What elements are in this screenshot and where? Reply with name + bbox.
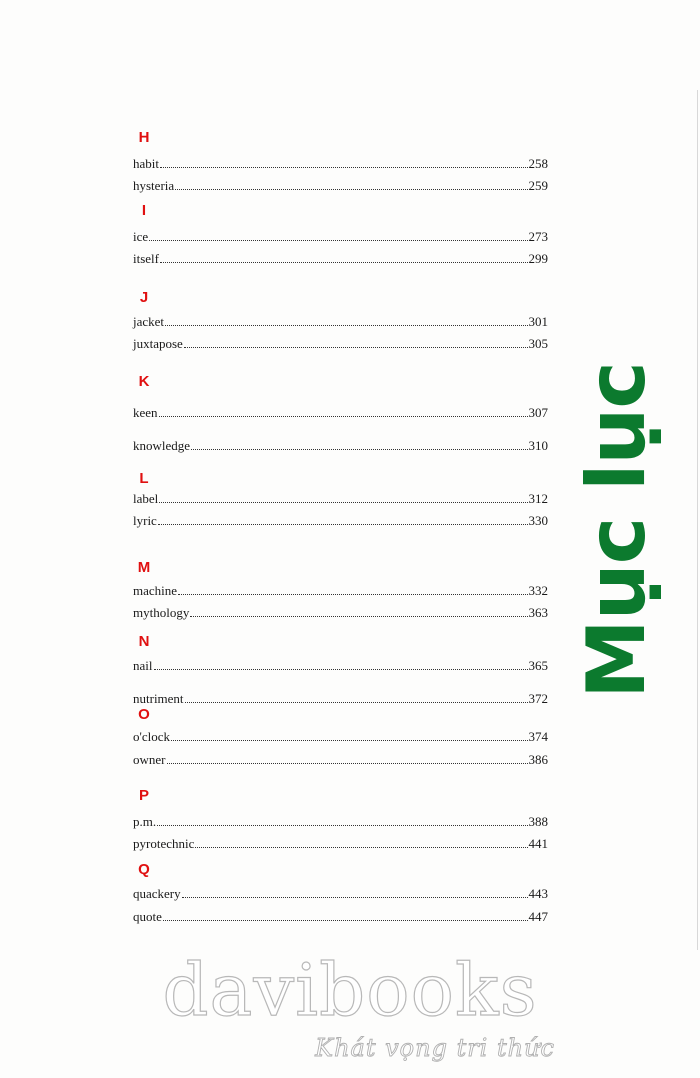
toc-entry[interactable] [133,729,548,747]
leader-dots [157,815,527,826]
entry-page: 372 [528,691,548,706]
leader-dots [165,315,527,326]
entry-page: 299 [528,251,548,266]
section-letter-h: H [133,126,155,148]
section-letter-n: N [133,630,155,652]
entry-term: quote [133,909,162,924]
entry-page: 273 [528,229,548,244]
leader-dots [159,406,528,417]
leader-dots [159,492,527,503]
section-title-text: Mục lục [569,361,663,699]
leader-dots [195,837,527,848]
leader-dots [191,439,527,450]
entry-term: o'clock [133,729,170,744]
leader-dots [190,606,527,617]
toc-entry[interactable] [133,814,548,832]
section-letter-k: K [133,370,155,392]
toc-entry[interactable] [133,583,548,601]
toc-entry[interactable] [133,251,548,269]
toc-entry[interactable] [133,658,548,676]
leader-dots [163,910,528,921]
toc-entry[interactable] [133,438,548,456]
entry-term: hysteria [133,178,175,193]
toc-entry[interactable] [133,491,548,509]
entry-term: label [133,491,159,506]
leader-dots [149,230,527,241]
toc-entry[interactable] [133,752,548,770]
entry-page: 312 [528,491,548,506]
entry-page: 330 [528,513,548,528]
toc-entry[interactable] [133,405,548,423]
section-letter-m: M [133,556,155,578]
leader-dots [182,887,528,898]
leader-dots [167,753,528,764]
entry-term: mythology [133,605,190,620]
entry-page: 388 [528,814,548,829]
entry-term: itself [133,251,159,266]
entry-term: owner [133,752,166,767]
leader-dots [160,157,528,168]
section-letter-o: O [133,703,155,725]
publisher-tagline: Khát vọng tri thức [315,1034,555,1062]
leader-dots [178,584,527,595]
section-letter-p: P [133,784,155,806]
toc-entry[interactable] [133,229,548,247]
section-letter-q: Q [133,858,155,880]
entry-term: lyric [133,513,157,528]
toc-entry[interactable] [133,178,548,196]
entry-page: 258 [528,156,548,171]
toc-entry[interactable] [133,909,548,927]
toc-entry[interactable] [133,513,548,531]
leader-dots [154,659,528,670]
leader-dots [185,692,528,703]
toc-entry[interactable] [133,886,548,904]
section-letter-i: I [133,199,155,221]
section-title [556,340,676,720]
entry-page: 259 [528,178,548,193]
entry-term: habit [133,156,159,171]
entry-term: p.m. [133,814,157,829]
toc-entry[interactable] [133,605,548,623]
toc-entry[interactable] [133,836,548,854]
page-edge [697,90,698,950]
entry-page: 332 [528,583,548,598]
entry-term: keen [133,405,158,420]
leader-dots [184,337,528,348]
entry-term: nutriment [133,691,184,706]
entry-page: 447 [528,909,548,924]
entry-page: 307 [528,405,548,420]
entry-page: 301 [528,314,548,329]
section-letter-j: J [133,286,155,308]
toc-entry[interactable] [133,156,548,174]
entry-page: 443 [528,886,548,901]
entry-term: juxtapose [133,336,183,351]
entry-page: 363 [528,605,548,620]
publisher-logo: davibooks [162,948,538,1032]
entry-page: 305 [528,336,548,351]
section-letter-l: L [133,467,155,489]
toc-entry[interactable] [133,336,548,354]
entry-term: quackery [133,886,181,901]
entry-page: 441 [528,836,548,851]
leader-dots [171,730,528,741]
entry-term: knowledge [133,438,191,453]
entry-page: 386 [528,752,548,767]
leader-dots [160,252,528,263]
entry-term: ice [133,229,149,244]
entry-term: pyrotechnic [133,836,195,851]
entry-page: 374 [528,729,548,744]
leader-dots [158,514,528,525]
toc-entry[interactable] [133,691,548,709]
entry-term: nail [133,658,153,673]
entry-page: 310 [528,438,548,453]
entry-page: 365 [528,658,548,673]
entry-term: machine [133,583,178,598]
entry-term: jacket [133,314,165,329]
leader-dots [175,179,527,190]
toc-entry[interactable] [133,314,548,332]
